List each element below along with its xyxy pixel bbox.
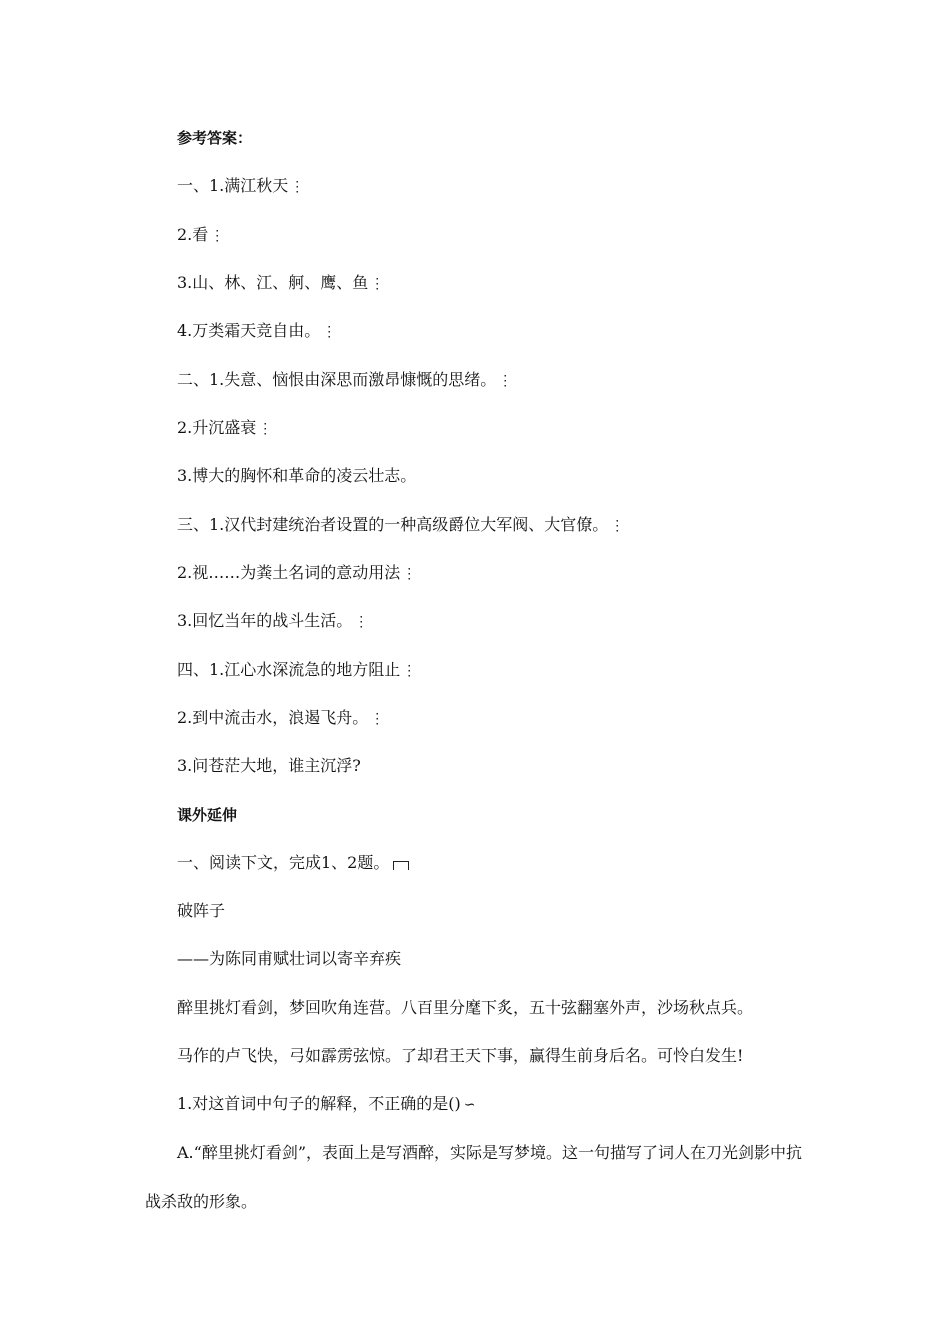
question-1: 1.对这首词中句子的解释，不正确的是() ∽ <box>177 1093 476 1116</box>
option-a: A.“醉里挑灯看剑”，表面上是写酒醉，实际是写梦境。这一句描写了词人在刀光剑影中抗战杀敌的形象。 <box>145 1143 803 1211</box>
margin-mark-icon: ⋮ <box>498 373 513 389</box>
margin-mark-icon: ⋮ <box>290 179 305 195</box>
margin-mark-icon: ⋮ <box>354 614 369 630</box>
answers-title: 参考答案： <box>177 129 253 147</box>
answer-line: 3.博大的胸怀和革命的凌云壮志。 <box>177 466 417 485</box>
answer-line: 4.万类霜天竞自由。 ⋮ <box>177 320 336 343</box>
squiggle-mark-icon: ∽ <box>463 1097 476 1113</box>
answer-line: 3.回忆当年的战斗生活。 ⋮ <box>177 610 368 633</box>
poem-subtitle: ——为陈同甫赋壮词以寄辛弃疾 <box>177 949 402 968</box>
answer-line: 2.升沉盛衰 ⋮ <box>177 417 272 440</box>
margin-mark-icon: ⋮ <box>610 518 625 534</box>
reading-intro: 一、阅读下文，完成1、2题。 <box>177 852 409 874</box>
answer-line: 一、1.满江秋天 ⋮ <box>177 175 304 198</box>
answer-line: 三、1.汉代封建统治者设置的一种高级爵位大军阀、大官僚。 ⋮ <box>177 514 624 537</box>
extension-title: 课外延伸 <box>177 806 238 824</box>
answer-line: 二、1.失意、恼恨由深思而激昂慷慨的思绪。 ⋮ <box>177 369 512 392</box>
answer-line: 2.看 ⋮ <box>177 224 224 247</box>
margin-mark-icon: ⋮ <box>370 276 385 292</box>
answer-line: 3.问苍茫大地，谁主沉浮? <box>177 756 361 775</box>
poem-title: 破阵子 <box>177 901 226 920</box>
poem-line: 醉里挑灯看剑，梦回吹角连营。八百里分麾下炙，五十弦翻塞外声，沙场秋点兵。 <box>177 998 754 1017</box>
margin-mark-icon: ⋮ <box>210 228 225 244</box>
margin-mark-icon: ⋮ <box>402 566 417 582</box>
answer-line: 2.到中流击水，浪遏飞舟。 ⋮ <box>177 707 384 730</box>
margin-mark-icon: ⋮ <box>402 663 417 679</box>
margin-mark-icon: ⋮ <box>258 421 273 437</box>
answer-line: 3.山、林、江、舸、鹰、鱼 ⋮ <box>177 272 384 295</box>
answer-line: 2.视……为粪土名词的意动用法 ⋮ <box>177 562 416 585</box>
answer-line: 四、1.江心水深流急的地方阻止 ⋮ <box>177 659 416 682</box>
poem-line: 马作的卢飞快，弓如霹雳弦惊。了却君王天下事，赢得生前身后名。可怜白发生! <box>177 1046 744 1065</box>
margin-mark-icon: ⋮ <box>370 711 385 727</box>
margin-mark-icon: ⋮ <box>322 324 337 340</box>
bracket-mark-icon <box>393 861 409 870</box>
